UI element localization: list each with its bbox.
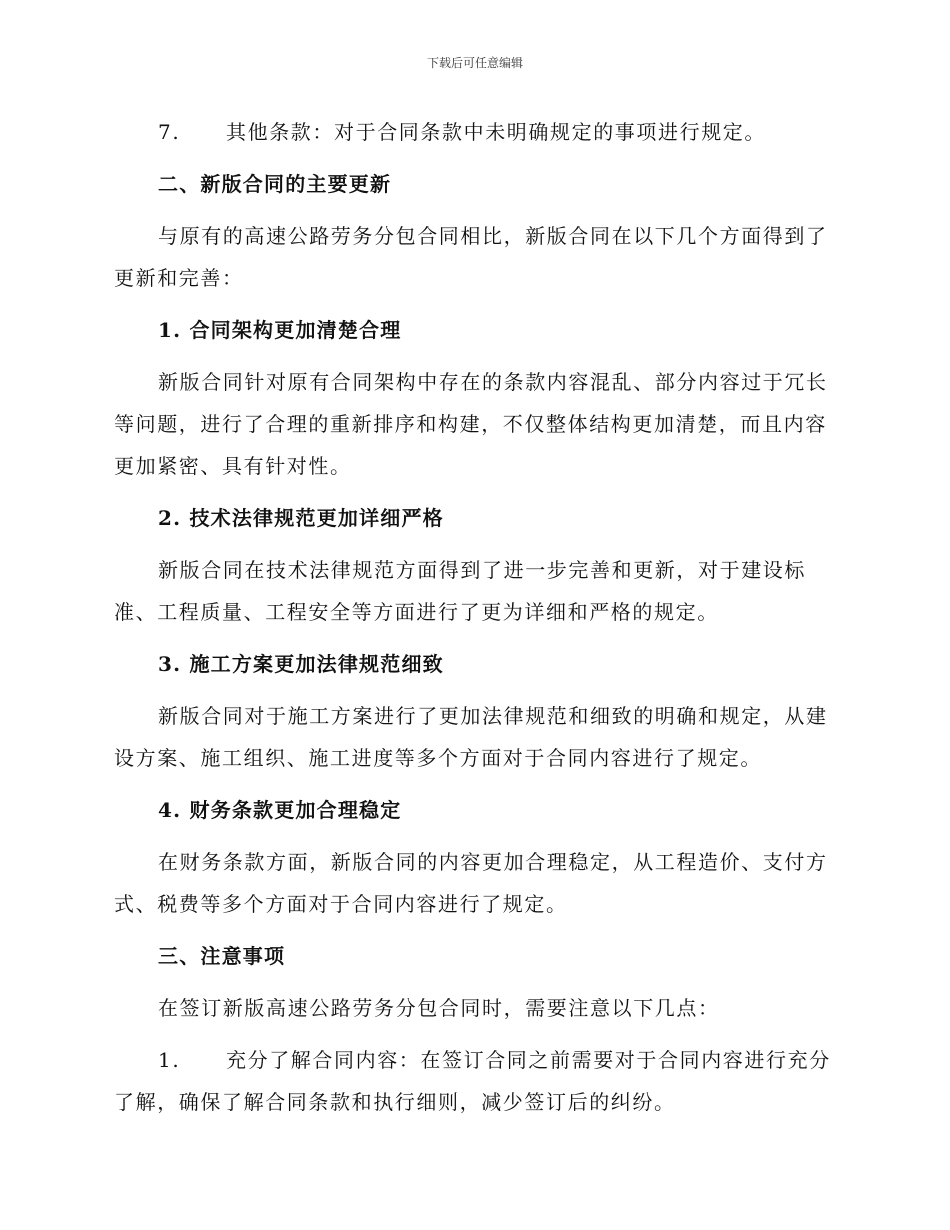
paragraph-line: 更加紧密、具有针对性。 <box>114 454 352 478</box>
section-heading-3: 三、注意事项 <box>158 944 286 968</box>
paragraph-line: 在财务条款方面，新版合同的内容更加合理稳定，从工程造价、支付方 <box>158 850 828 874</box>
paragraph-line: 设方案、施工组织、施工进度等多个方面对于合同内容进行了规定。 <box>114 746 762 770</box>
paragraph-line: 准、工程质量、工程安全等方面进行了更为详细和严格的规定。 <box>114 600 719 624</box>
clause-7 <box>158 116 766 145</box>
paragraph-line: 等问题，进行了合理的重新排序和构建，不仅整体结构更加清楚，而且内容 <box>114 412 827 436</box>
paragraph-line: 与原有的高速公路劳务分包合同相比，新版合同在以下几个方面得到了 <box>158 224 828 248</box>
subheading-2: 2. 技术法律规范更加详细严格 <box>158 506 444 530</box>
paragraph-line: 新版合同针对原有合同架构中存在的条款内容混乱、部分内容过于冗长 <box>158 370 828 394</box>
paragraph-line: 新版合同对于施工方案进行了更加法律规范和细致的明确和规定，从建 <box>158 704 828 728</box>
paragraph-line: 更新和完善： <box>114 266 244 290</box>
clause-text: 其他条款：对于合同条款中未明确规定的事项进行规定。 <box>226 120 766 144</box>
paragraph-line: 式、税费等多个方面对于合同内容进行了规定。 <box>114 892 568 916</box>
subheading-3: 3. 施工方案更加法律规范细致 <box>158 652 444 676</box>
subheading-4: 4. 财务条款更加合理稳定 <box>158 798 402 822</box>
page-header: 下载后可任意编辑 <box>426 56 523 70</box>
section-heading-2: 二、新版合同的主要更新 <box>158 172 392 196</box>
list-item-text: 充分了解合同内容：在签订合同之前需要对于合同内容进行充分 <box>226 1048 831 1072</box>
paragraph-line: 了解，确保了解合同条款和执行细则，减少签订后的纠纷。 <box>114 1090 676 1114</box>
list-item-1 <box>158 1044 831 1073</box>
paragraph-line: 新版合同在技术法律规范方面得到了进一步完善和更新，对于建设标 <box>158 558 806 582</box>
clause-number: 7. <box>158 120 181 144</box>
paragraph-line: 在签订新版高速公路劳务分包合同时，需要注意以下几点： <box>158 996 720 1020</box>
subheading-1: 1. 合同架构更加清楚合理 <box>158 318 402 342</box>
list-item-number: 1. <box>158 1048 181 1072</box>
